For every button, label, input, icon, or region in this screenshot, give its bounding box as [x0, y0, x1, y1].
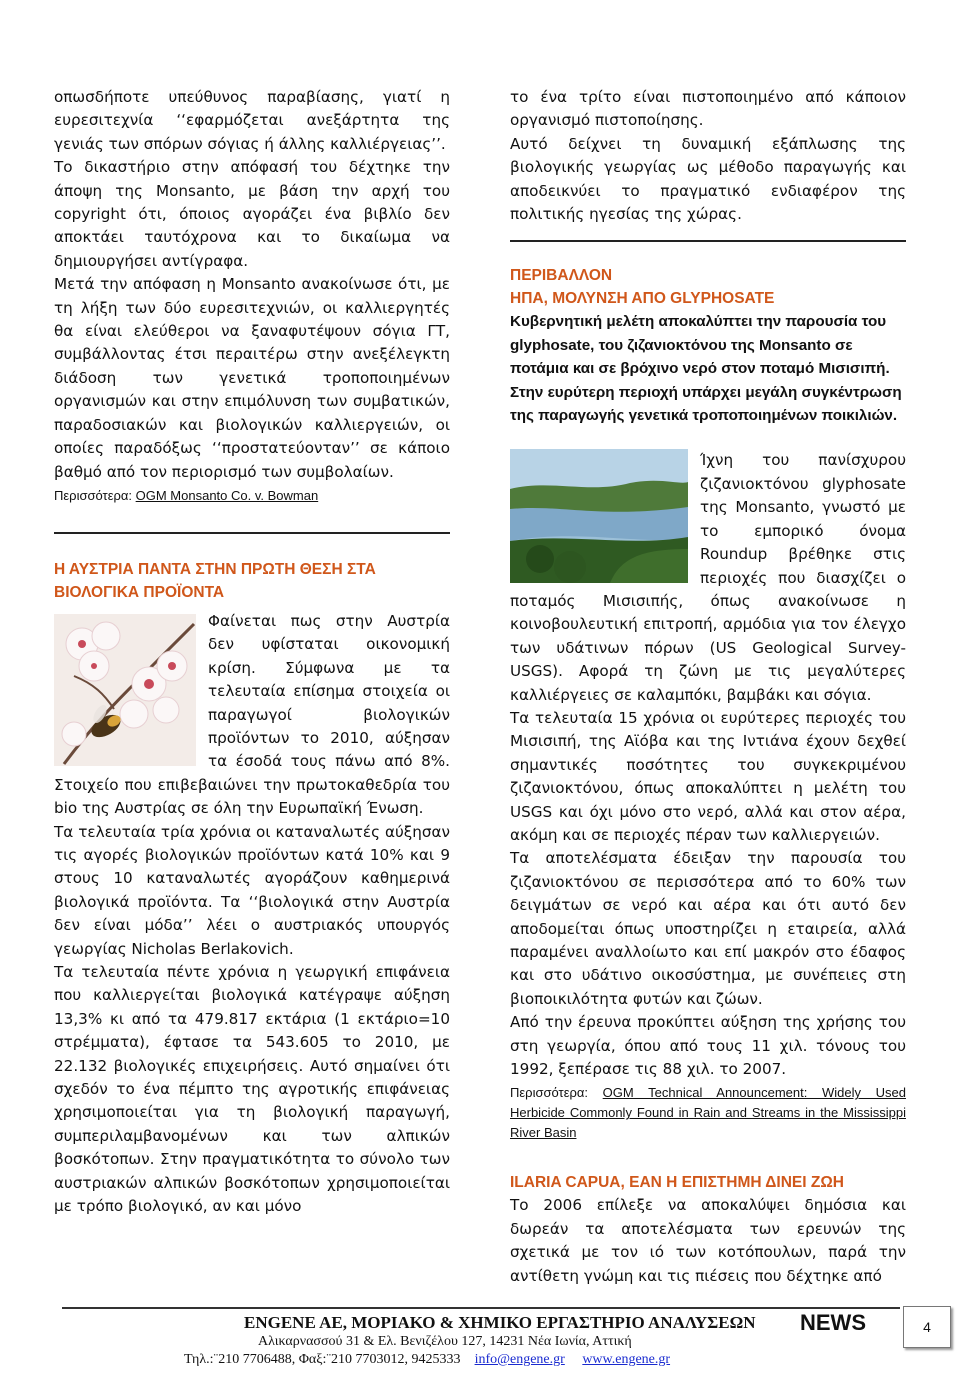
paragraph: Τα τελευταία πέντε χρόνια η γεωργική επιφάνεια που καλλιεργείται βιολογικά κατέγραψε αύξηση 13,3% κι από τα 479.817 εκτάρια (1 εκτάριο=10 στρέμματα), έφτασε τα 543.605 το 2010, με 22.132 βιολογικές επιχειρήσεις. Αυτό σημαίνει ότι σχεδόν το ένα πέμπτο της αγροτικής επιφάνειας χρησιμοποιείται για τη βιολογική παραγωγή, συμπεριλαμβανομένων και των αλπικών βοσκότοπων. Στην πραγματικότητα το σύνολο των αυστριακών αλπικών βοσκότοπων χρησιμοποιείται με τρόπο βιολογικό, αν και μόνο	[54, 963, 450, 1216]
paragraph: Το δικαστήριο στην απόφασή του δέχτηκε την άποψη της Monsanto, με βάση την αρχή του copyright ότι, όποιος αγοράζει ένα βιβλίο δεν αποκτάει ταυτόχρονα και το δικαίωμα να δημιουργήσει αντίγραφα.	[54, 158, 450, 270]
footer-phones: Τηλ.:¨210 7706488, Φαξ:¨210 7703012, 9425333	[184, 1352, 461, 1367]
footer-address: Αλικαρνασσού 31 & Ελ. Βενιζέλου 127, 14231 Νέα Ιωνία, Αττική	[258, 1334, 632, 1349]
footer-email-link[interactable]: info@engene.gr	[474, 1352, 565, 1367]
paragraph: Ίχνη του πανίσχυρου ζιζανιοκτόνου glyphosate της Monsanto, γνωστό με το εμπορικό όνομα Roundup βρέθηκε στις περιοχές που διασχίζει ο ποταμός Μισισιπής, όπως ανακοίνωσε η κοινοβουλευτική επιτροπή, αρμόδια για τον έλεγχο των υδάτινων πόρων (US Geological Survey- USGS). Αφορά τη ζώνη με τις μεγαλύτερες καλλιέργειες σε καλαμπόκι, βαμβάκι και σόγια.	[510, 451, 906, 704]
paragraph: Από την έρευνα προκύπτει αύξηση της χρήσης του στη γεωργία, όπου από τους 11 χιλ. τόνους του 1992, ξεπέρασε τις 88 χιλ. το 2007.	[510, 1013, 906, 1079]
blossom-bee-photo	[54, 614, 196, 766]
page-number: 4	[903, 1306, 951, 1348]
lead-text: Κυβερνητική μελέτη αποκαλύπτει την παρουσία του glyphosate, του ζιζανιοκτόνου της Monsanto σε ποτάμια και σε βρόχινο νερό στον ποταμό Μισισιπή. Στην ευρύτερη περιοχή υπάρχει μεγάλη συγκέντρωση της παραγωγής γενετικά τροποποιημένων ποικιλιών.	[510, 313, 902, 425]
section-heading: Η ΑΥΣΤΡΙΑ ΠΑΝΤΑ ΣΤΗΝ ΠΡΩΤΗ ΘΕΣΗ ΣΤΑ ΒΙΟΛΟΓΙΚΑ ΠΡΟΪΟΝΤΑ	[54, 560, 376, 601]
paragraph: Το 2006 επίλεξε να αποκαλύψει δημόσια και δωρεάν τα αποτελέσματα των ερευνών της σχετικά με τον ιό των κοτόπουλων, παρά την αντίθετη γνώμη και τις πιέσεις που δέχτηκε από	[510, 1196, 906, 1285]
footer-company: ENGENE AE, ΜΟΡΙΑΚΟ & ΧΗΜΙΚΟ ΕΡΓΑΣΤΗΡΙΟ ΑΝΑΛΥΣΕΩΝ	[244, 1313, 756, 1332]
glyphosate-article	[510, 449, 906, 706]
right-column	[510, 86, 906, 1288]
paragraph: Τα τελευταία τρία χρόνια οι καταναλωτές αύξησαν τις αγορές βιολογικών προϊόντων κατά 10% και 9 στους 10 καταναλωτές αγοράζουν καθημερινά βιολογικά προϊόντα. Τα ‘‘βιολογικά στην Αυστρία δεν είναι μόδα’’ λέει ο αυστριακός υπουργός γεωργίας Nicholas Berlakovich.	[54, 822, 450, 958]
footer-web-link[interactable]: www.engene.gr	[582, 1352, 671, 1367]
more-link[interactable]: OGM Technical Announcement: Widely Used Herbicide Commonly Found in Rain and Streams in the Mississippi River Basin	[510, 1085, 906, 1141]
footer-divider	[62, 1307, 900, 1309]
paragraph: Τα τελευταία 15 χρόνια οι ευρύτερες περιοχές του Μισισιπή, της Αϊόβα και της Ιντιάνα έχουν δεχθεί σημαντικές ποσότητες του συγκεκριμένου ζιζανιοκτόνου, όπως αποκαλύπτει η μελέτη του USGS και όχι μόνο στο νερό, αλλά και στον αέρα, ακόμη και σε περιοχές πέραν των καλλιεργειών.	[510, 708, 906, 844]
section-divider	[510, 240, 906, 242]
river-landscape-photo	[510, 449, 688, 583]
section-heading: ILARIA CAPUA, ΕΑΝ Η ΕΠΙΣΤΗΜΗ ΔΙΝΕΙ ΖΩΗ	[510, 1174, 844, 1192]
footer-news-label: NEWS	[800, 1310, 866, 1335]
paragraph: το ένα τρίτο είναι πιστοποιημένο από κάποιον οργανισμό πιστοποίησης.	[510, 88, 906, 130]
more-line	[510, 1083, 906, 1143]
left-column	[54, 86, 450, 1218]
section-subheading: ΗΠΑ, ΜΟΛΥΝΣΗ ΑΠΟ GLYPHOSATE	[510, 290, 775, 308]
paragraph: Τα αποτελέσματα έδειξαν την παρουσία του ζιζανιοκτόνου σε περισσότερα από το 60% των δειγμάτων σε νερό και αέρα και ότι αυτό δεν αποδομείται όπως υποστηρίζει η εταιρεία, αλλά παραμένει αναλλοίωτο και επί μακρόν στο έδαφος και στο υδάτινο οικοσύστημα, με συνέπειες στη βιοποικιλότητα φυτών και ζώων.	[510, 849, 906, 1008]
section-divider	[54, 532, 450, 534]
footer-contact	[184, 1352, 670, 1368]
more-line	[54, 486, 450, 506]
paragraph: Φαίνεται πως στην Αυστρία δεν υφίσταται οικονομική κρίση. Σύμφωνα με τα τελευταία επίσημα στοιχεία οι παραγωγοί βιολογικών προϊόντων το 2010, αύξησαν τα έσοδά τους πάνω από 8%. Στοιχείο που επιβεβαιώνει την πρωτοκαθεδρία του bio της Αυστρίας σε όλη την Ευρωπαϊκή Ένωση.	[54, 611, 450, 818]
more-link[interactable]: OGM Monsanto Co. v. Bowman	[135, 487, 319, 503]
paragraph: Μετά την απόφαση η Monsanto ανακοίνωσε ότι, με τη λήξη των δύο ευρεσιτεχνιών, οι καλλιεργητές θα είναι ελεύθεροι να ξαναφυτέψουν σόγια ΓΤ, συμβάλλοντας έτσι περαιτέρω στην ανεξέλεγκτη διάδοση των γενετικά τροποποιημένων οργανισμών και στην επιμόλυνση των συμβατικών, παραδοσιακών και βιολογικών καλλιεργειών, οι οποίες παραδόξως ‘‘προστατεύονταν’’ σε κάποιο βαθμό από τον περιορισμό των συμβολαίων.	[54, 275, 450, 481]
more-label: Περισσότερα:	[54, 487, 133, 503]
more-label: Περισσότερα:	[510, 1085, 589, 1101]
section-heading: ΠΕΡΙΒΑΛΛΟΝ	[510, 267, 613, 285]
paragraph: Αυτό δείχνει τη δυναμική εξάπλωσης της βιολογικής γεωργίας ως μέθοδο παραγωγής και αποδεικνύει το πραγματικό ενδιαφέρον της πολιτικής ηγεσίας της χώρας.	[510, 134, 906, 224]
austria-article	[54, 610, 450, 821]
paragraph: οπωσδήποτε υπεύθυνος παραβίασης, γιατί η ευρεσιτεχνία ‘‘εφαρμόζεται ανεξάρτητα της γενιάς των σπόρων σόγιας ή άλλης καλλιέργειας’’.	[54, 88, 450, 153]
